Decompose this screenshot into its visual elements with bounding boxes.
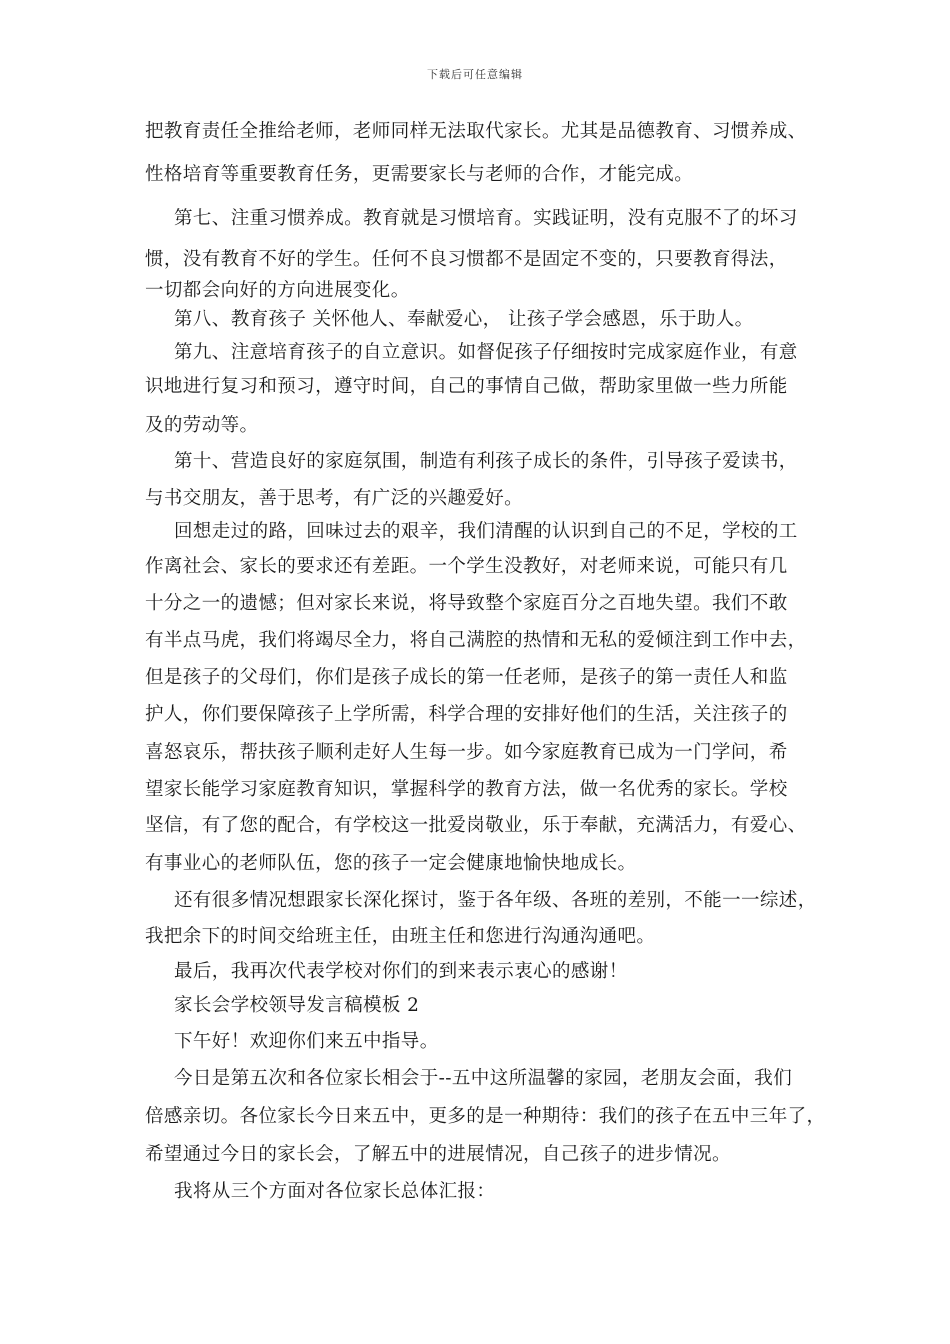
text-line: 回想走过的路，回味过去的艰辛，我们清醒的认识到自己的不足，学校的工 (174, 521, 798, 542)
text-line: 第十、营造良好的家庭氛围，制造有利孩子成长的条件，引导孩子爱读书， (174, 451, 798, 472)
text-line: 有半点马虎，我们将竭尽全力，将自己满腔的热情和无私的爱倾注到工作中去， (145, 630, 807, 651)
text-line: 把教育责任全推给老师，老师同样无法取代家长。尤其是品德教育、习惯养成、 (145, 121, 807, 142)
text-line: 家长会学校领导发言稿模板 2 (174, 995, 420, 1016)
text-line: 最后，我再次代表学校对你们的到来表示衷心的感谢！ (174, 961, 628, 982)
text-line: 喜怒哀乐，帮扶孩子顺利走好人生每一步。如今家庭教育已成为一门学问，希 (145, 742, 788, 763)
text-line: 我将从三个方面对各位家长总体汇报： (174, 1181, 496, 1202)
text-line: 有事业心的老师队伍，您的孩子一定会健康地愉快地成长。 (145, 853, 637, 874)
text-line: 还有很多情况想跟家长深化探讨，鉴于各年级、各班的差别，不能一一综述， (174, 890, 817, 911)
text-line: 及的劳动等。 (145, 415, 259, 436)
text-line: 第八、教育孩子 关怀他人、奉献爱心， 让孩子学会感恩，乐于助人。 (174, 309, 754, 330)
text-line: 作离社会、家长的要求还有差距。一个学生没教好，对老师来说，可能只有几 (145, 556, 788, 577)
text-line: 一切都会向好的方向进展变化。 (145, 280, 410, 301)
text-line: 第七、注重习惯养成。教育就是习惯培育。实践证明，没有克服不了的坏习 (174, 208, 798, 229)
text-line: 识地进行复习和预习，遵守时间，自己的事情自己做，帮助家里做一些力所能 (145, 376, 788, 397)
text-line: 惯，没有教育不好的学生。任何不良习惯都不是固定不变的，只要教育得法， (145, 249, 788, 270)
text-line: 第九、注意培育孩子的自立意识。如督促孩子仔细按时完成家庭作业，有意 (174, 342, 798, 363)
text-line: 十分之一的遗憾；但对家长来说，将导致整个家庭百分之百地失望。我们不敢 (145, 593, 788, 614)
text-line: 倍感亲切。各位家长今日来五中，更多的是一种期待：我们的孩子在五中三年了， (145, 1106, 826, 1127)
text-line: 望家长能学习家庭教育知识，掌握科学的教育方法，做一名优秀的家长。学校 (145, 779, 788, 800)
text-line: 希望通过今日的家长会，了解五中的进展情况，自己孩子的进步情况。 (145, 1144, 731, 1165)
text-line: 但是孩子的父母们，你们是孩子成长的第一任老师，是孩子的第一责任人和监 (145, 667, 788, 688)
text-line: 我把余下的时间交给班主任，由班主任和您进行沟通沟通吧。 (145, 926, 656, 947)
text-line: 性格培育等重要教育任务，更需要家长与老师的合作，才能完成。 (145, 164, 694, 185)
page-header: 下载后可任意编辑 (427, 68, 523, 81)
text-line: 坚信，有了您的配合，有学校这一批爱岗敬业，乐于奉献，充满活力，有爱心、 (145, 815, 807, 836)
text-line: 下午好！欢迎你们来五中指导。 (174, 1031, 439, 1052)
text-line: 今日是第五次和各位家长相会于--五中这所温馨的家园，老朋友会面，我们 (174, 1068, 793, 1089)
text-line: 与书交朋友，善于思考，有广泛的兴趣爱好。 (145, 488, 524, 509)
text-line: 护人，你们要保障孩子上学所需，科学合理的安排好他们的生活，关注孩子的 (145, 704, 788, 725)
